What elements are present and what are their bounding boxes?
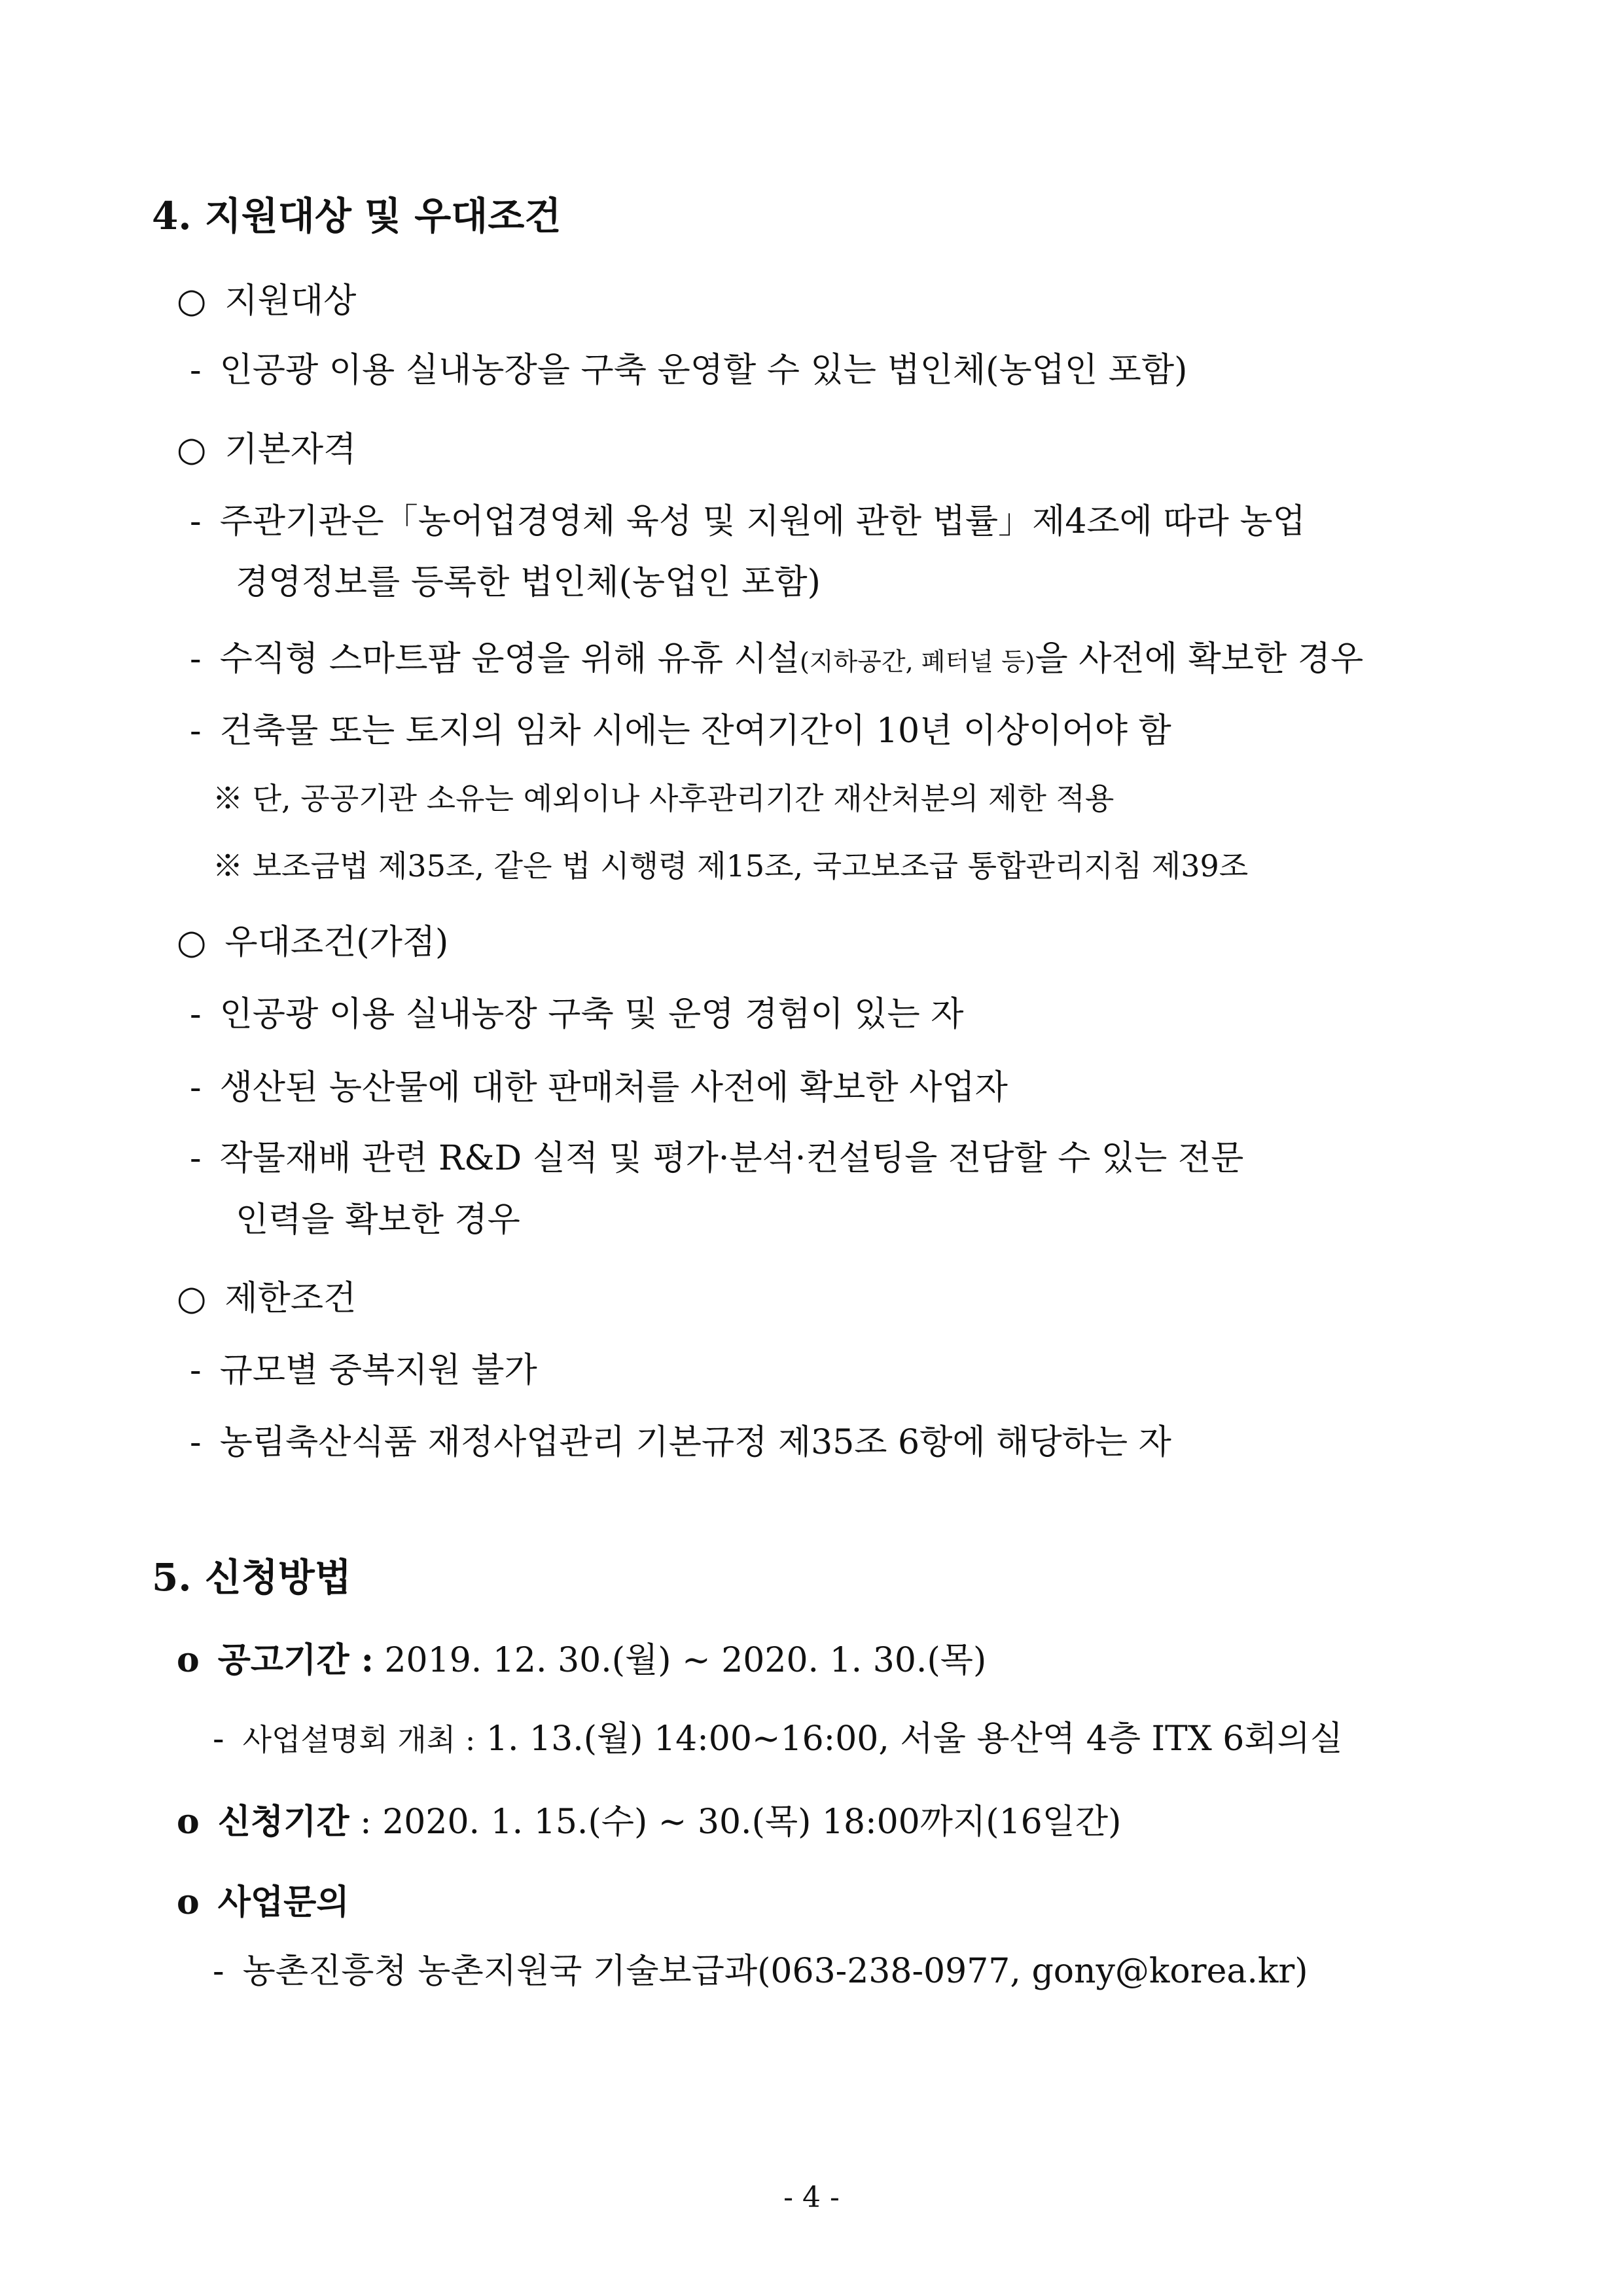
- target-heading-text: 지원대상: [224, 281, 357, 321]
- preference-item-3-text: 작물재배 관련 R&D 실적 및 평가·분석·컨설팅을 전담할 수 있는 전문: [219, 1139, 1244, 1178]
- qualification-note-2: ※ 보조금법 제35조, 같은 법 시행령 제15조, 국고보조급 통합관리지침 제39조: [213, 848, 1249, 884]
- dash-bullet: -: [213, 1952, 224, 1991]
- circle-bullet: ○: [177, 923, 207, 962]
- preference-heading-text: 우대조건(가점): [224, 923, 449, 962]
- restriction-item-1: [190, 1350, 537, 1391]
- apply-period-value: : 2020. 1. 15.(수) ~ 30.(목) 18:00까지(16일간): [360, 1803, 1122, 1842]
- dash-bullet: -: [190, 711, 202, 751]
- qualification-item-3-text: 건축물 또는 토지의 임차 시에는 잔여기간이 10년 이상이어야 함: [219, 711, 1171, 751]
- preference-item-1-text: 인공광 이용 실내농장 구축 및 운영 경험이 있는 자: [219, 995, 964, 1034]
- apply-period: [177, 1801, 1121, 1843]
- dash-bullet: -: [190, 1139, 202, 1178]
- qualification-item-2-text-a: 수직형 스마트팜 운영을 위해 유휴 시설: [219, 639, 800, 679]
- qualification-item-2: [190, 638, 1363, 683]
- page-number: - 4 -: [783, 2181, 840, 2214]
- restriction-item-1-text: 규모별 중복지원 불가: [219, 1351, 537, 1390]
- qualification-item-3: [190, 710, 1171, 752]
- bold-circle-bullet: o: [177, 1640, 200, 1680]
- dash-bullet: -: [190, 351, 202, 390]
- inquiry-contact: [213, 1950, 1308, 1992]
- apply-period-label: 신청기간: [217, 1802, 349, 1842]
- inquiry-contact-text: 농촌진흥청 농촌지원국 기술보급과(063-238-0977, gony@korea.kr): [242, 1952, 1308, 1991]
- bold-circle-bullet: o: [177, 1802, 200, 1842]
- circle-bullet: ○: [177, 281, 207, 321]
- dash-bullet: -: [190, 502, 202, 541]
- briefing-value: 1. 13.(월) 14:00~16:00, 서울 용산역 4층 ITX 6회의실: [486, 1719, 1344, 1759]
- bold-circle-bullet: o: [177, 1882, 200, 1922]
- restriction-item-2-text: 농림축산식품 재정사업관리 기본규정 제35조 6항에 해당하는 자: [219, 1423, 1171, 1462]
- preference-item-3: [190, 1138, 1243, 1179]
- briefing-label: 사업설명회 개최 :: [242, 1722, 476, 1757]
- preference-item-1: [190, 994, 963, 1035]
- dash-bullet: -: [190, 639, 202, 679]
- preference-item-3-cont: 인력을 확보한 경우: [236, 1200, 520, 1240]
- dash-bullet: -: [213, 1719, 224, 1759]
- qualification-item-1: [190, 501, 1306, 543]
- dash-bullet: -: [190, 1423, 202, 1462]
- qualification-heading-text: 기본자격: [224, 430, 357, 469]
- preference-item-2: [190, 1067, 1008, 1109]
- preference-heading: [177, 922, 448, 963]
- target-item-text: 인공광 이용 실내농장을 구축 운영할 수 있는 법인체(농업인 포함): [219, 351, 1188, 390]
- inquiry: [177, 1882, 349, 1924]
- qualification-item-1-cont: 경영정보를 등록한 법인체(농업인 포함): [236, 563, 821, 602]
- notice-period: [177, 1640, 986, 1681]
- qualification-item-1-text: 주관기관은「농어업경영체 육성 및 지원에 관한 법률」제4조에 따라 농업: [219, 502, 1306, 541]
- dash-bullet: -: [190, 995, 202, 1034]
- dash-bullet: -: [190, 1351, 202, 1390]
- notice-period-value: 2019. 12. 30.(월) ~ 2020. 1. 30.(목): [384, 1641, 987, 1680]
- section-5-title: 5. 신청방법: [152, 1555, 351, 1600]
- restriction-item-2: [190, 1422, 1171, 1463]
- qualification-heading: [177, 429, 356, 471]
- preference-item-2-text: 생산된 농산물에 대한 판매처를 사전에 확보한 사업자: [219, 1068, 1008, 1107]
- circle-bullet: ○: [177, 430, 207, 469]
- restriction-heading-text: 제한조건: [224, 1279, 357, 1318]
- qualification-item-2-text-b: 을 사전에 확보한 경우: [1035, 639, 1364, 679]
- section-4-title: 4. 지원대상 및 우대조건: [152, 194, 562, 238]
- target-heading: [177, 280, 356, 322]
- dash-bullet: -: [190, 1068, 202, 1107]
- briefing-session: [213, 1718, 1343, 1760]
- qualification-note-1: ※ 단, 공공기관 소유는 예외이나 사후관리기간 재산처분의 제한 적용: [213, 781, 1115, 816]
- circle-bullet: ○: [177, 1279, 207, 1318]
- target-item: [190, 350, 1187, 391]
- restriction-heading: [177, 1278, 356, 1319]
- qualification-item-2-small: (지하공간, 폐터널 등): [799, 647, 1035, 676]
- notice-period-label: 공고기간 :: [217, 1640, 374, 1680]
- inquiry-label: 사업문의: [217, 1882, 349, 1922]
